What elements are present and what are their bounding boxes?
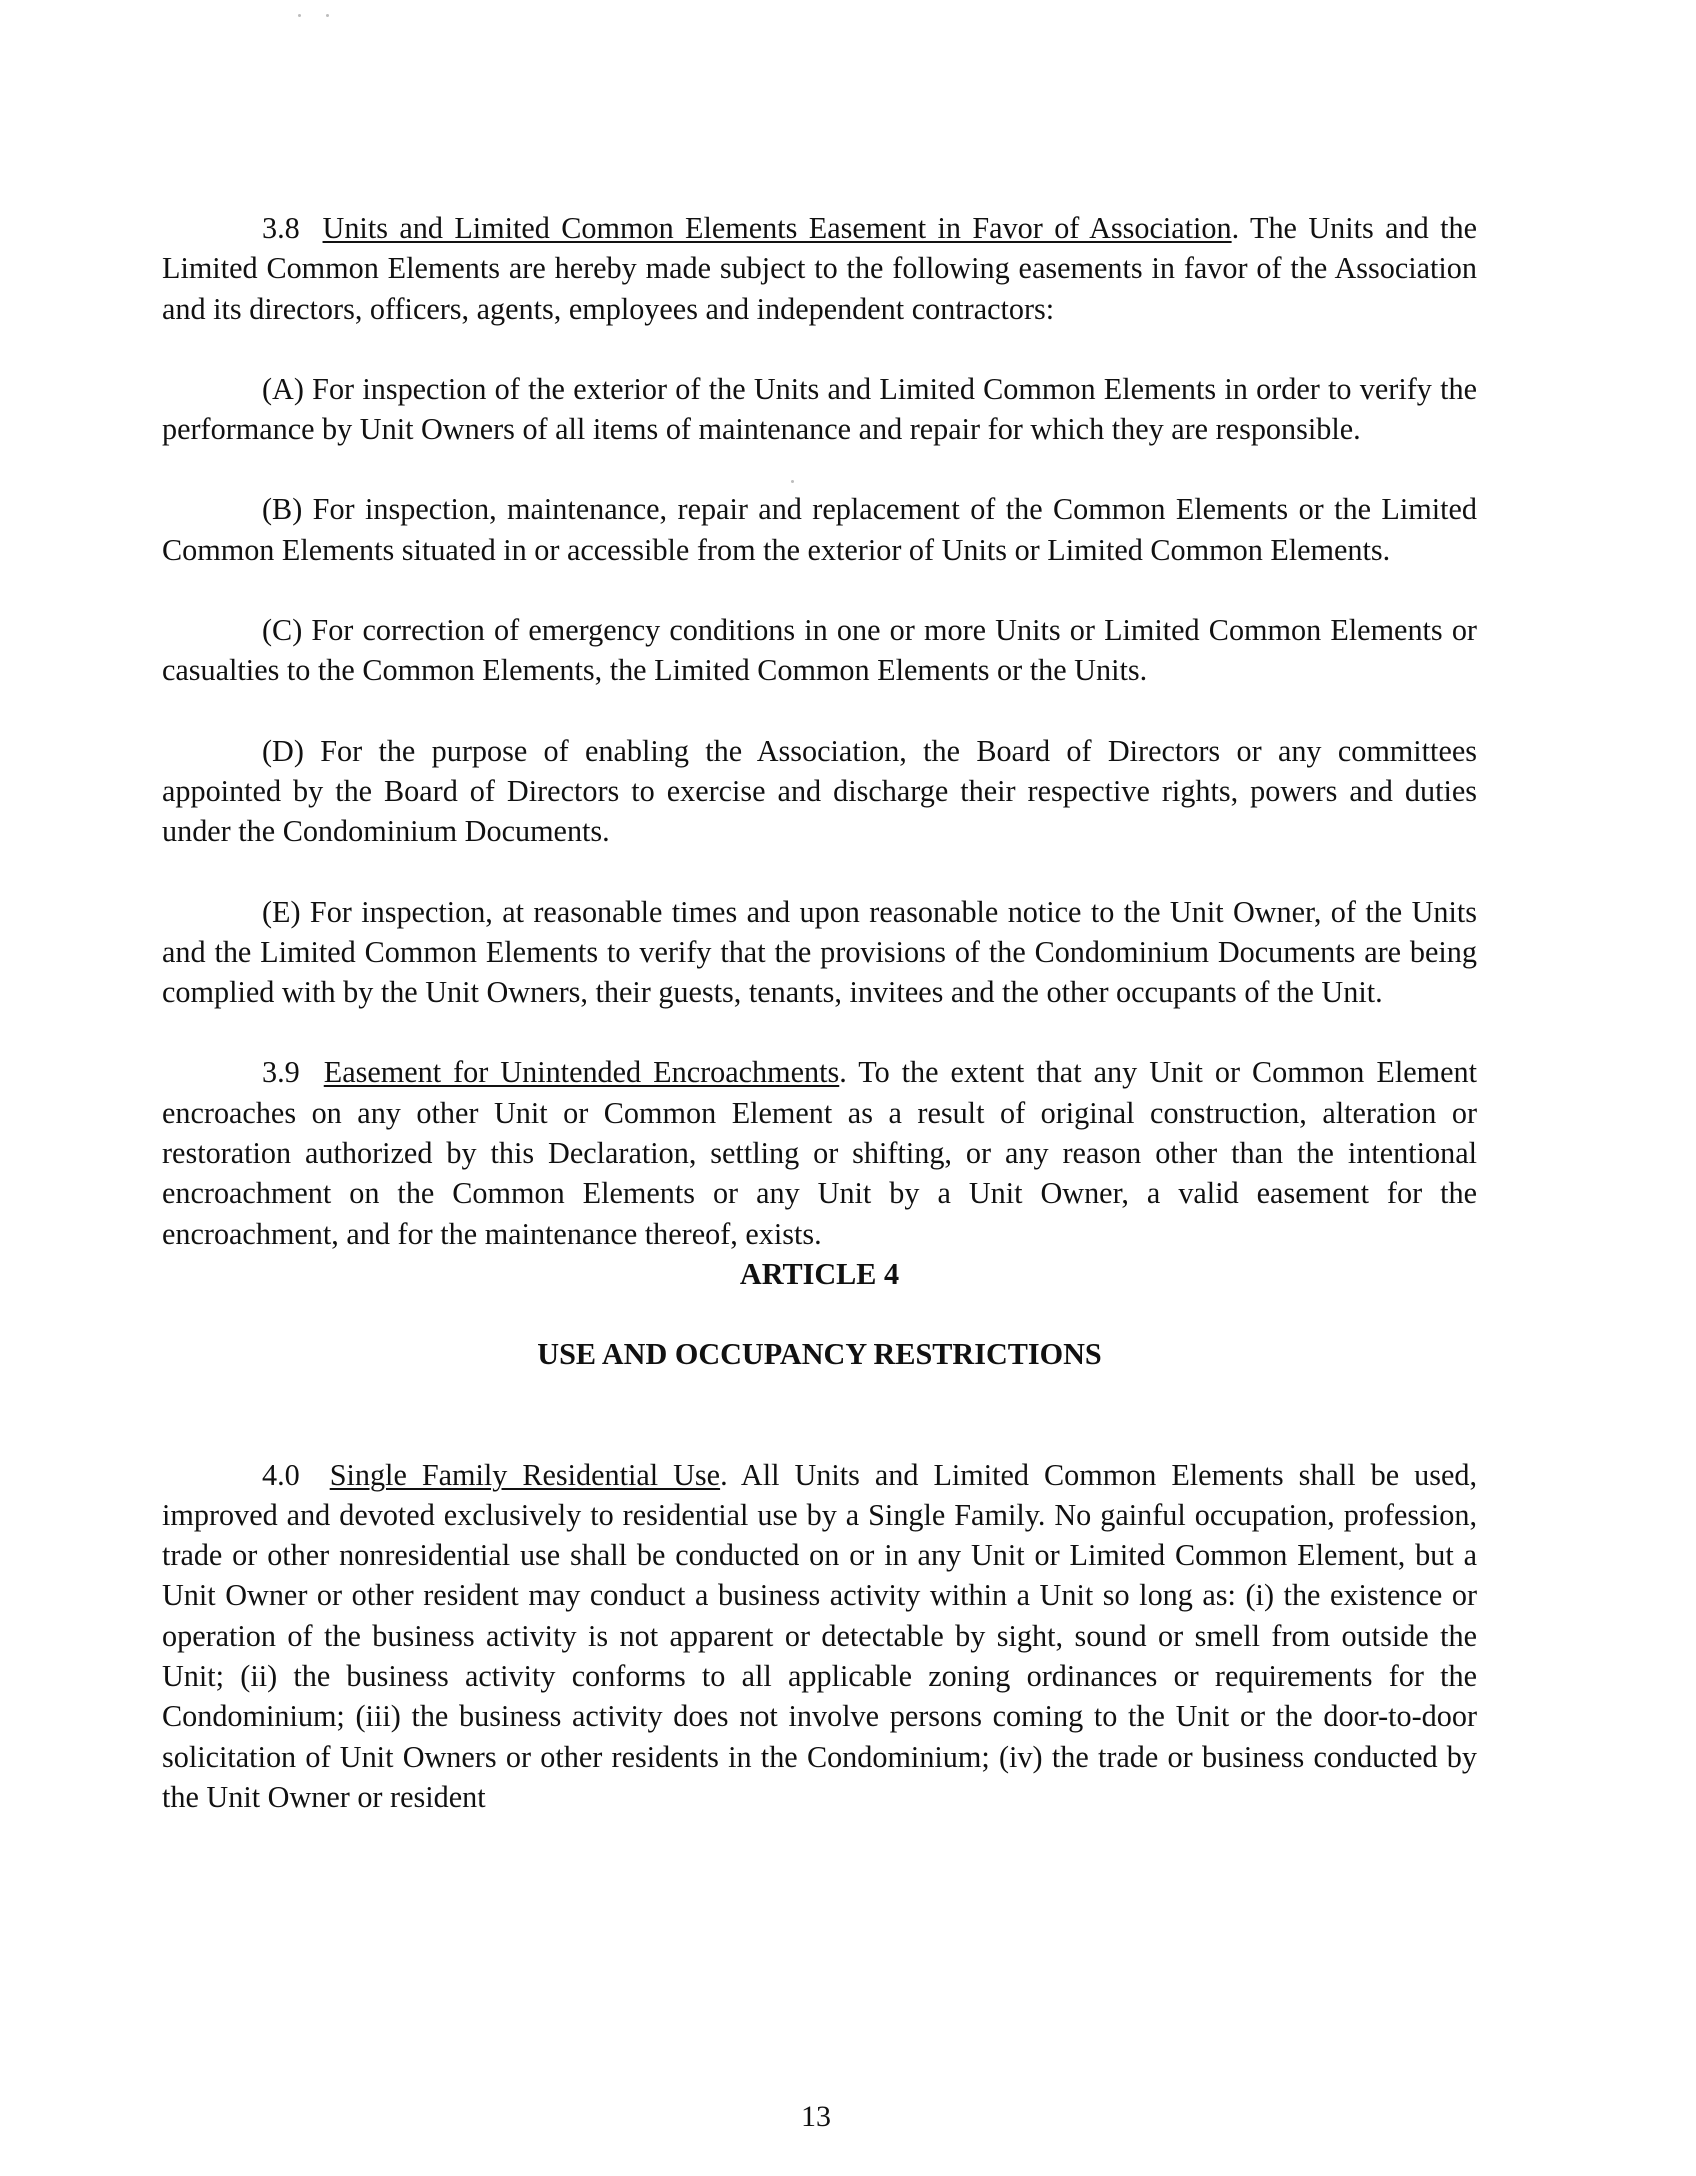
subsection-b: (B) For inspection, maintenance, repair and replacement of the Common Elements or the Limited Common Elements situated in or accessible from the exterior of Units or Limited Common Elements. bbox=[162, 492, 1477, 567]
section-4-0-title: Single Family Residential Use bbox=[329, 1457, 721, 1492]
scan-speck bbox=[326, 14, 329, 17]
subsection-d: (D) For the purpose of enabling the Association, the Board of Directors or any committees appointed by the Board of Directors to exercise and discharge their respective rights, powers and duties under the Condominium Documents. bbox=[162, 733, 1477, 849]
section-4-0-number: 4.0 bbox=[262, 1457, 300, 1492]
section-3-9 bbox=[162, 1052, 1477, 1253]
section-4-0 bbox=[162, 1455, 1477, 1818]
section-3-9-number: 3.9 bbox=[262, 1055, 300, 1090]
section-3-8-number: 3.8 bbox=[262, 211, 300, 245]
subsection-c: (C) For correction of emergency conditions in one or more Units or Limited Common Elements or casualties to the Common Elements, the Limited Common Elements or the Units. bbox=[162, 613, 1477, 688]
section-4-0-body: . All Units and Limited Common Elements shall be used, improved and devoted exclusively to residential use by a Single Family. No gainful occupation, profession, trade or other nonresidential use shall be conducted on or in any Unit or Limited Common Element, but a Unit Owner or other resident may conduct a business activity within a Unit so long as: (i) the existence or operation of the business activity is not apparent or detectable by sight, sound or smell from outside the Unit; (ii) the business activity conforms to all applicable zoning ordinances or requirements for the Condominium; (iii) the business activity does not involve persons coming to the Unit or the door-to-door solicitation of Unit Owners or other residents in the Condominium; (iv) the trade or business conducted by the Unit Owner or resident bbox=[162, 1457, 1477, 1814]
section-3-8-body: . The Units and the Limited Common Elements are hereby made subject to the following easements in favor of the Association and its directors, officers, agents, employees and independent contractors: bbox=[162, 211, 1478, 326]
section-3-8-title: Units and Limited Common Elements Easement in Favor of Association bbox=[322, 211, 1232, 245]
section-3-8 bbox=[162, 208, 1477, 329]
document-body bbox=[162, 208, 1477, 1817]
subsection-e: (E) For inspection, at reasonable times and upon reasonable notice to the Unit Owner, of the Units and the Limited Common Elements to verify that the provisions of the Condominium Documents are being complied with by the Unit Owners, their guests, tenants, invitees and the other occupants of the Unit. bbox=[162, 894, 1477, 1010]
article-label: ARTICLE 4 bbox=[739, 1256, 900, 1291]
article-title: USE AND OCCUPANCY RESTRICTIONS bbox=[537, 1337, 1102, 1372]
section-3-9-body: . To the extent that any Unit or Common Element encroaches on any other Unit or Common Element as a result of original construction, alteration or restoration authorized by this Declaration, settling or shifting, or any reason other than the intentional encroachment on the Common Elements or any Unit by a Unit Owner, a valid easement for the encroachment, and for the maintenance thereof, exists. bbox=[162, 1055, 1477, 1251]
page-number: 13 bbox=[801, 2100, 831, 2133]
scan-speck bbox=[298, 14, 301, 17]
subsection-a: (A) For inspection of the exterior of the Units and Limited Common Elements in order to verify the performance by Unit Owners of all items of maintenance and repair for which they are responsible. bbox=[162, 371, 1477, 447]
section-3-9-title: Easement for Unintended Encroachments bbox=[323, 1055, 840, 1090]
